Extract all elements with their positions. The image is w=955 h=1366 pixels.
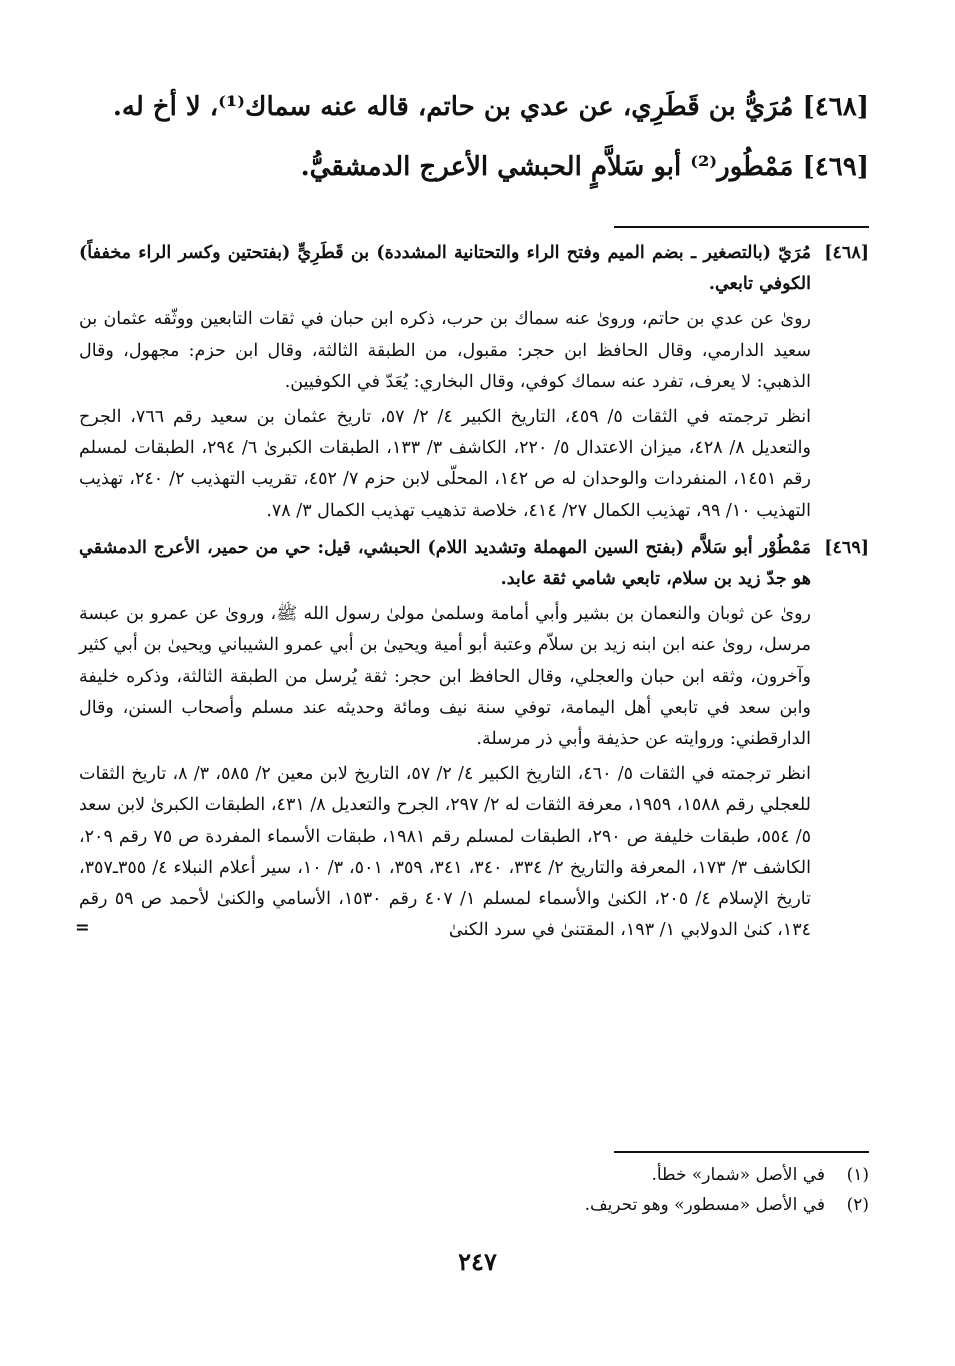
note-469-heading: مَمْطُوْر أبو سَلاَّم (بفتح السين المهملة وتشديد اللام) الحبشي، قيل: حي من حمير، الأعرج الدمشقي هو جدّ زيد بن سلام، تابعي شامي ثقة عابد.	[79, 537, 811, 590]
note-469-number: [٤٦٩]	[824, 537, 869, 558]
footnote-1-number: (١)	[846, 1165, 869, 1185]
footnote-2	[79, 1190, 869, 1220]
note-468-paragraph-2: روىٰ عن عدي بن حاتم، وروىٰ عنه سماك بن حرب، ذكره ابن حبان في ثقات التابعين ووثّقه عثمان بن سعيد الدارمي، وقال الحافظ ابن حجر: مقبول، من الطبقة الثالثة، وقال ابن حزم: مجهول، وقال الذهبي: لا يعرف، تفرد عنه سماك كوفي، وقال البخاري: يُعَدّ في الكوفيين.	[79, 309, 811, 392]
footnote-2-text: في الأصل «مسطور» وهو تحريف.	[584, 1195, 825, 1215]
continuation-mark: =	[75, 918, 90, 939]
note-468-number: [٤٦٨]	[824, 243, 869, 263]
note-469-paragraph-2: روىٰ عن ثوبان والنعمان بن بشير وأبي أمامة وسلمىٰ مولىٰ رسول الله ﷺ، وروىٰ عن عمرو بن عبسة مرسل، روىٰ عنه ابن ابنه زيد بن سلاّم وعتبة أبو أمية ويحيىٰ بن أبي عمرو الشيباني ويحيىٰ بن أبي كثير وآخرون، وثقه ابن حبان والعجلي، وقال الحافظ ابن حجر: ثقة يُرسل من الطبقة الثالثة، وذكره خليفة وابن سعد في تابعي أهل اليمامة، توفي سنة نيف ومائة وحديثه عند مسلم وأصحاب السنن، وقال الدارقطني: وروايته عن حذيفة وأبي ذر مرسلة.	[79, 604, 811, 750]
commentary-divider	[614, 226, 869, 228]
footnote-1-text: في الأصل «شمار» خطأ.	[651, 1165, 825, 1185]
note-468-heading: مُرَيّ (بالتصغير ـ بضم الميم وفتح الراء والتحتانية المشددة) بن قَطَرِيٍّ (بفتحتين وكسر الراء مخففاً) الكوفي تابعي.	[79, 243, 811, 295]
footnotes	[79, 1160, 869, 1220]
entry-468: [٤٦٨] مُرَيُّ بن قَطَرِي، عن عدي بن حاتم، قاله عنه سماك⁽¹⁾، لا أخ له.	[112, 92, 869, 122]
commentary-section	[75, 238, 869, 946]
main-text	[79, 88, 869, 208]
note-469	[75, 533, 869, 947]
note-468-paragraph-3: انظر ترجمته في الثقات ٥/ ٤٥٩، التاريخ الكبير ٤/ ٢/ ٥٧، تاريخ عثمان بن سعيد رقم ٧٦٦، الجرح والتعديل ٨/ ٤٢٨، ميزان الاعتدال ٥/ ٢٢٠، الكاشف ٣/ ١٣٣، الطبقات الكبرىٰ ٦/ ٢٩٤، الطبقات لمسلم رقم ١٤٥١، المنفردات والوحدان له ص ١٤٢، المحلّى لابن حزم ٧/ ٤٥٢، تقريب التهذيب ٢/ ٢٤٠، تهذيب التهذيب ١٠/ ٩٩، تهذيب الكمال ٢٧/ ٤١٤، خلاصة تذهيب تهذيب الكمال ٣/ ٧٨.	[79, 407, 811, 521]
footnote-divider	[614, 1151, 869, 1153]
entry-469: [٤٦٩] مَمْطُور⁽²⁾ أبو سَلاَّمٍ الحبشي الأعرج الدمشقيُّ.	[300, 152, 869, 182]
footnote-2-number: (٢)	[846, 1195, 869, 1215]
note-468	[79, 238, 869, 527]
footnote-1	[79, 1160, 869, 1190]
page-number: ٢٤٧	[458, 1247, 497, 1276]
note-469-paragraph-3: انظر ترجمته في الثقات ٥/ ٤٦٠، التاريخ الكبير ٤/ ٢/ ٥٧، التاريخ لابن معين ٢/ ٥٨٥، ٣/ ٨، تاريخ الثقات للعجلي رقم ١٥٨٨، ١٩٥٩، معرفة الثقات له ٢/ ٢٩٧، الجرح والتعديل ٨/ ٤٣١، الطبقات الكبرىٰ لابن سعد ٥/ ٥٥٤، طبقات خليفة ص ٢٩٠، الطبقات لمسلم رقم ١٩٨١، طبقات الأسماء المفردة ص ٧٥ رقم ٢٠٩، الكاشف ٣/ ١٧٣، المعرفة والتاريخ ٢/ ٣٣٤، ٣٤٠، ٣٤١، ٣٥٩، ٥٠١، ٣/ ١٠، سير أعلام النبلاء ٤/ ٣٥٥ـ٣٥٧، تاريخ الإسلام ٤/ ٢٠٥، الكنىٰ والأسماء لمسلم ١/ ٤٠٧ رقم ١٥٣٠، الأسامي والكنىٰ لأحمد ص ٥٩ رقم ١٣٤، كنىٰ الدولابي ١/ ١٩٣، المقتنىٰ في سرد الكنىٰ	[79, 764, 812, 941]
